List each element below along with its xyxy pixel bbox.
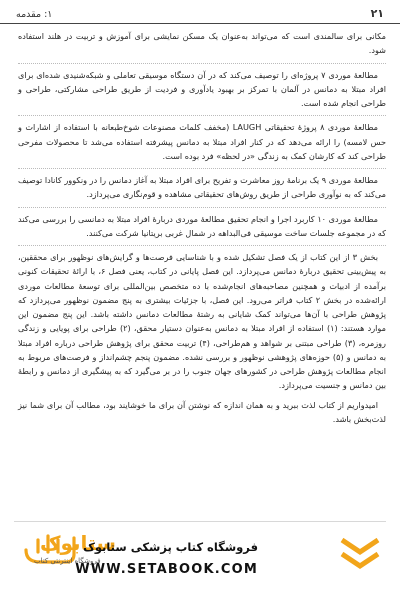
footer-divider — [14, 521, 386, 522]
body-text — [18, 29, 386, 431]
paragraph-5: مطالعهٔ موردی ۱۰ کاربرد اجرا و انجام تحقیق مطالعهٔ موردی دربارهٔ افراد مبتلا به دمانسی را بررسی می‌کند که در مجموعه جلسات ساخت موسیقی فی‌البداهه در شمال غربی بریتانیا شرکت می‌کنند. — [18, 213, 386, 238]
logo-subtitle: فروشگاه اینترنتی کتاب — [34, 557, 101, 565]
divider — [18, 63, 386, 64]
paragraph-4: مطالعهٔ موردی ۹ یک برنامهٔ روز معاشرت و تفریح برای افراد مبتلا به آغاز دمانس را در ونکوور کانادا توصیف می‌کند که به نوآوری طراحی از طریق روش‌های تحقیقاتی مشاهده و قوم‌نگاری می‌پردازد. — [18, 175, 386, 200]
divider — [18, 115, 386, 116]
page-number: ۲۱ — [370, 7, 384, 20]
running-header — [0, 0, 400, 24]
store-footer — [0, 520, 400, 596]
store-title: فروشگاه کتاب پزشکی ستابوک — [83, 540, 258, 554]
paragraph-3: مطالعهٔ موردی ۸ پروژهٔ تحقیقاتی LAUGH (مخفف کلمات مصنوعات شوخ‌طبعانه با استفاده از اشارات و حس لامسه) را ارائه می‌دهد که در کنار افراد مبتلا به دمانس پیشرفته استفاده می‌شد تا محصولات مفرحی طراحی کند که کارشان کمک به زندگی «در لحظه» فرد بوده است. — [18, 122, 386, 161]
paragraph-2: مطالعهٔ موردی ۷ پروژه‌ای را توصیف می‌کند که در آن دستگاه موسیقی تعاملی و شبکه‌شنیدی شده‌ای برای افراد مبتلا به دمانس در آلمان با تمرکز بر بهبود یادآوری و فردیت از طریق طراحی مشارکتی، طراحی و طراحی انجام شده است. — [18, 69, 386, 108]
chapter-title: ۱: مقدمه — [16, 9, 53, 20]
paragraph-7: امیدواریم از کتاب لذت ببرید و به همان اندازه که نوشتن آن برای ما خوشایند بود، مطالب آن برای شما نیز لذت‌بخش باشد. — [18, 399, 386, 424]
paragraph-6: بخش ۳ از این کتاب از یک فصل تشکیل شده و با شناسایی فرصت‌ها و گرایش‌های نوظهور برای محققین، به پیش‌بینی تحقیق دربارهٔ دمانس می‌پردازد. این فصل پایانی در کتاب، یعنی فصل ۶، با ارائهٔ تحقیقات کنونی برآمده از ادبیات و همچنین مصاحبه‌های انجام‌شده با ده متخصص بین‌المللی برای توسعهٔ مطالعات موردی ارائه‌شده در بخش ۲ کتاب فراتر می‌رود. این فصل، با جزئیات بیشتری به پنج مضمون نوظهور می‌پردازد که پژوهش طراحی با آن‌ها می‌تواند کمک شایانی به رشتهٔ مطالعات دمانس داشته باشد. این پنج مضمون این موارد هستند: (۱) استفاده از افراد مبتلا به دمانس به‌عنوان دستیار محقق، (۲) طراحی برای پویایی و زندگی روزمره، (۳) طراحی مبتنی بر شواهد و هم‌طراحی، (۴) تربیت محقق برای پژوهش طراحی درباره افراد مبتلا به دمانس و (۵) حوزه‌های پژوهشی نوظهور و بررسی نشده. مضمون پنجم چشم‌انداز و فرصت‌های مربوط به انجام مطالعات پژوهش طراحی در کشورهای جهان جنوب را در بر می‌گیرد که به پیشگیری از دمانس و رابطهٔ بین دمانس و جنسیت می‌پردازد. — [18, 252, 387, 391]
divider — [18, 207, 386, 208]
store-url-link[interactable]: WWW.SETABOOK.COM — [75, 562, 258, 577]
divider — [18, 168, 386, 169]
logo-wordmark: ستابوک — [40, 531, 116, 555]
double-chevron-icon — [338, 534, 382, 574]
divider — [18, 245, 386, 246]
paragraph-1: مکانی برای سالمندی است که می‌تواند به‌عنوان یک مسکن نمایشی برای آموزش و تربیت در هلند استفاده شود. — [18, 31, 386, 56]
